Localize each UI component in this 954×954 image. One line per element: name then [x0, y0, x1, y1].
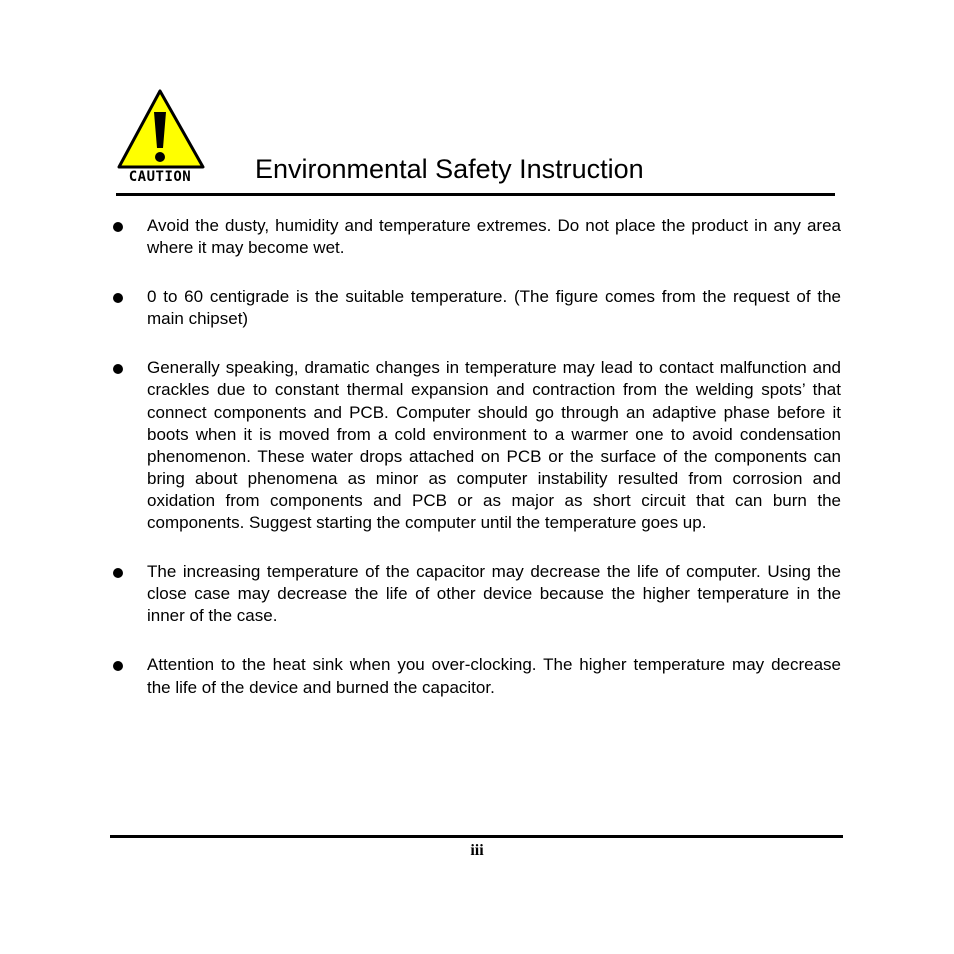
bullet-icon — [113, 293, 123, 303]
list-item-text: 0 to 60 centigrade is the suitable temperature. (The figure comes from the request of the main chipset) — [147, 287, 841, 329]
bullet-icon — [113, 364, 123, 374]
list-item — [112, 654, 841, 698]
list-item-text: Avoid the dusty, humidity and temperature extremes. Do not place the product in any area where it may become wet. — [147, 216, 841, 258]
page-number: iii — [470, 842, 484, 859]
list-item — [112, 357, 841, 534]
caution-triangle-icon — [116, 88, 206, 184]
page-title: Environmental Safety Instruction — [255, 154, 644, 184]
instruction-list — [112, 215, 841, 726]
bullet-icon — [113, 661, 123, 671]
header-divider — [116, 193, 835, 196]
list-item — [112, 286, 841, 330]
footer-divider — [110, 835, 843, 838]
list-item — [112, 215, 841, 259]
bullet-icon — [113, 222, 123, 232]
list-item — [112, 561, 841, 627]
caution-label: CAUTION — [128, 169, 192, 184]
list-item-text: Attention to the heat sink when you over-clocking. The higher temperature may decrease the life of the device and burned the capacitor. — [147, 655, 841, 697]
list-item-text: Generally speaking, dramatic changes in temperature may lead to contact malfunction and crackles due to constant thermal expansion and contraction from the welding spots’ that connect components and PCB. Computer should go through an adaptive phase before it boots when it is moved from a cold environment to a warmer one to avoid condensation phenomenon. These water drops attached on PCB or the surface of the components can bring about phenomena as minor as computer instability resulted from corrosion and oxidation from components and PCB or as major as short circuit that can burn the components. Suggest starting the computer until the temperature goes up. — [147, 358, 841, 533]
bullet-icon — [113, 568, 123, 578]
list-item-text: The increasing temperature of the capacitor may decrease the life of computer. Using the close case may decrease the life of other device because the higher temperature in the inner of the case. — [147, 562, 841, 626]
caution-icon — [116, 88, 206, 184]
